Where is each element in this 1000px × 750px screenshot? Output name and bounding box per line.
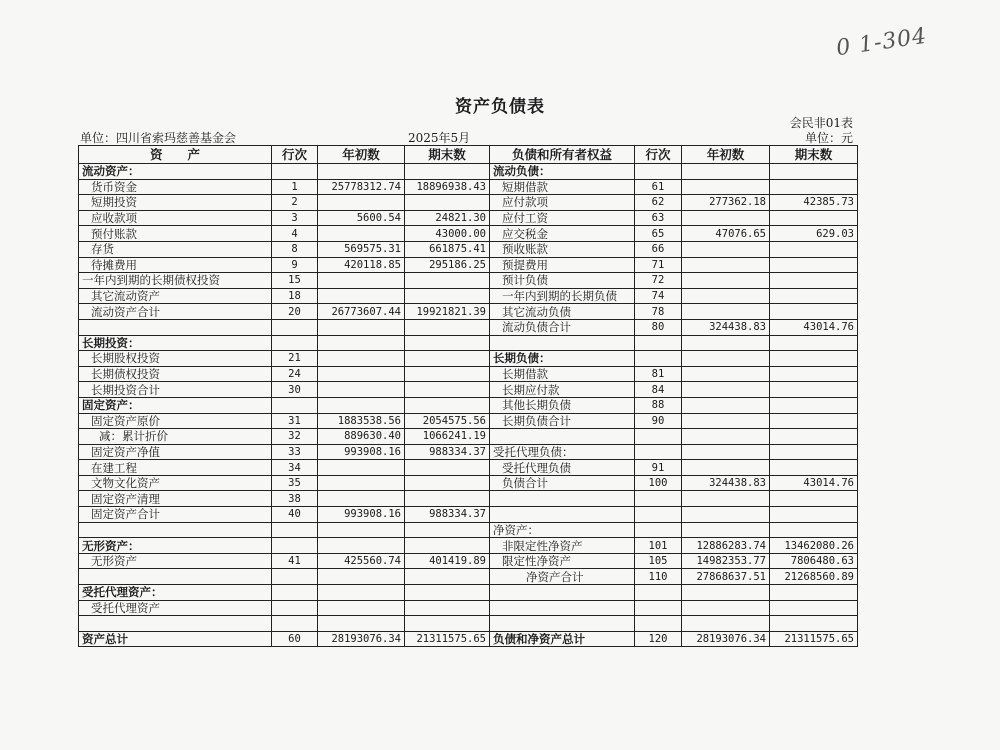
table-row	[79, 569, 858, 585]
asset-end-value	[405, 397, 490, 413]
asset-line-no	[272, 319, 318, 335]
asset-begin-value: 993908.16	[318, 507, 405, 523]
liability-name: 受托代理负债：	[490, 444, 635, 460]
asset-line-no: 8	[272, 241, 318, 257]
asset-end-value	[405, 522, 490, 538]
table-row	[79, 429, 858, 445]
asset-begin-value: 889630.40	[318, 429, 405, 445]
liability-begin-value	[682, 397, 770, 413]
liability-end-value	[770, 491, 858, 507]
liability-line-no	[635, 522, 682, 538]
asset-name: 长期债权投资	[79, 366, 272, 382]
table-row	[79, 195, 858, 211]
asset-end-value	[405, 288, 490, 304]
liability-end-value	[770, 460, 858, 476]
liability-end-value	[770, 164, 858, 180]
liability-begin-value	[682, 429, 770, 445]
liability-line-no: 74	[635, 288, 682, 304]
table-row	[79, 241, 858, 257]
liability-begin-value	[682, 522, 770, 538]
liability-end-value	[770, 210, 858, 226]
table-row	[79, 288, 858, 304]
table-row	[79, 444, 858, 460]
asset-line-no: 60	[272, 631, 318, 647]
asset-end-value: 988334.37	[405, 507, 490, 523]
liability-line-no	[635, 429, 682, 445]
liability-end-value: 629.03	[770, 226, 858, 242]
asset-line-no: 2	[272, 195, 318, 211]
asset-name: 无形资产	[79, 553, 272, 569]
liability-begin-value: 324438.83	[682, 319, 770, 335]
table-row	[79, 226, 858, 242]
liability-end-value	[770, 522, 858, 538]
table-row	[79, 475, 858, 491]
asset-name: 固定资产原价	[79, 413, 272, 429]
liability-name: 预计负债	[490, 273, 635, 289]
asset-begin-value	[318, 164, 405, 180]
liability-name: 应交税金	[490, 226, 635, 242]
liability-line-no	[635, 335, 682, 351]
asset-line-no	[272, 164, 318, 180]
header-begin-left: 年初数	[318, 146, 405, 164]
asset-begin-value	[318, 475, 405, 491]
currency-unit: 单位：元	[804, 131, 853, 145]
asset-begin-value	[318, 522, 405, 538]
asset-name: 短期投资	[79, 195, 272, 211]
liability-name: 流动负债：	[490, 164, 635, 180]
liability-end-value: 7806480.63	[770, 553, 858, 569]
asset-begin-value	[318, 569, 405, 585]
asset-end-value	[405, 475, 490, 491]
asset-begin-value: 425560.74	[318, 553, 405, 569]
liability-line-no	[635, 585, 682, 601]
asset-line-no: 15	[272, 273, 318, 289]
liability-end-value	[770, 257, 858, 273]
liability-line-no: 88	[635, 397, 682, 413]
header-assets: 资 产	[79, 146, 272, 164]
liability-end-value	[770, 241, 858, 257]
form-code: 会民非01表	[789, 116, 853, 130]
asset-begin-value	[318, 491, 405, 507]
liability-name	[490, 507, 635, 523]
table-row	[79, 397, 858, 413]
table-row	[79, 413, 858, 429]
liability-begin-value: 324438.83	[682, 475, 770, 491]
asset-name: 预付账款	[79, 226, 272, 242]
table-row	[79, 351, 858, 367]
asset-begin-value: 25778312.74	[318, 179, 405, 195]
asset-name	[79, 569, 272, 585]
liability-begin-value: 47076.65	[682, 226, 770, 242]
table-row	[79, 319, 858, 335]
liability-end-value	[770, 366, 858, 382]
asset-begin-value: 1883538.56	[318, 413, 405, 429]
header-liabilities: 负债和所有者权益	[490, 146, 635, 164]
asset-end-value	[405, 351, 490, 367]
header-end-left: 期末数	[405, 146, 490, 164]
asset-begin-value	[318, 226, 405, 242]
liability-name: 长期应付款	[490, 382, 635, 398]
liability-begin-value	[682, 164, 770, 180]
liability-end-value	[770, 429, 858, 445]
asset-end-value: 24821.30	[405, 210, 490, 226]
liability-begin-value	[682, 273, 770, 289]
table-row	[79, 273, 858, 289]
asset-line-no	[272, 569, 318, 585]
liability-name: 其它流动负债	[490, 304, 635, 320]
liability-begin-value	[682, 366, 770, 382]
liability-line-no	[635, 600, 682, 616]
asset-line-no: 40	[272, 507, 318, 523]
liability-begin-value	[682, 241, 770, 257]
liability-name	[490, 585, 635, 601]
asset-begin-value	[318, 288, 405, 304]
asset-end-value: 19921821.39	[405, 304, 490, 320]
liability-begin-value: 28193076.34	[682, 631, 770, 647]
asset-name: 资产总计	[79, 631, 272, 647]
liability-end-value	[770, 179, 858, 195]
liability-end-value	[770, 335, 858, 351]
liability-line-no	[635, 507, 682, 523]
asset-name	[79, 616, 272, 632]
liability-line-no: 61	[635, 179, 682, 195]
asset-name: 长期投资：	[79, 335, 272, 351]
liability-name: 应付工资	[490, 210, 635, 226]
liability-end-value	[770, 507, 858, 523]
asset-end-value	[405, 616, 490, 632]
asset-name: 无形资产：	[79, 538, 272, 554]
table-row	[79, 460, 858, 476]
liability-line-no: 81	[635, 366, 682, 382]
asset-end-value	[405, 195, 490, 211]
header-end-right: 期末数	[770, 146, 858, 164]
asset-name: 存货	[79, 241, 272, 257]
liability-name: 非限定性净资产	[490, 538, 635, 554]
liability-line-no	[635, 444, 682, 460]
asset-begin-value	[318, 600, 405, 616]
liability-line-no: 100	[635, 475, 682, 491]
asset-end-value	[405, 585, 490, 601]
liability-begin-value: 14982353.77	[682, 553, 770, 569]
asset-end-value: 401419.89	[405, 553, 490, 569]
asset-end-value: 661875.41	[405, 241, 490, 257]
organization-unit: 单位：四川省索玛慈善基金会	[80, 131, 237, 145]
table-row	[79, 366, 858, 382]
liability-begin-value	[682, 491, 770, 507]
table-row	[79, 257, 858, 273]
asset-name: 待摊费用	[79, 257, 272, 273]
liability-name: 预提费用	[490, 257, 635, 273]
liability-end-value	[770, 413, 858, 429]
asset-line-no: 35	[272, 475, 318, 491]
liability-line-no: 101	[635, 538, 682, 554]
asset-begin-value	[318, 319, 405, 335]
asset-line-no	[272, 522, 318, 538]
asset-line-no: 30	[272, 382, 318, 398]
liability-name: 负债和净资产总计	[490, 631, 635, 647]
asset-line-no	[272, 538, 318, 554]
asset-begin-value: 26773607.44	[318, 304, 405, 320]
header-line-no-left: 行次	[272, 146, 318, 164]
asset-line-no	[272, 600, 318, 616]
liability-begin-value: 277362.18	[682, 195, 770, 211]
liability-name: 预收账款	[490, 241, 635, 257]
asset-line-no: 3	[272, 210, 318, 226]
liability-line-no: 110	[635, 569, 682, 585]
liability-end-value	[770, 397, 858, 413]
liability-line-no: 105	[635, 553, 682, 569]
liability-end-value	[770, 288, 858, 304]
liability-line-no: 71	[635, 257, 682, 273]
asset-line-no: 41	[272, 553, 318, 569]
asset-end-value: 1066241.19	[405, 429, 490, 445]
liability-name: 短期借款	[490, 179, 635, 195]
liability-name	[490, 491, 635, 507]
asset-begin-value	[318, 351, 405, 367]
asset-line-no: 21	[272, 351, 318, 367]
table-row	[79, 210, 858, 226]
table-row	[79, 507, 858, 523]
liability-name	[490, 429, 635, 445]
liability-line-no: 63	[635, 210, 682, 226]
asset-name: 固定资产：	[79, 397, 272, 413]
liability-name: 其他长期负债	[490, 397, 635, 413]
liability-begin-value: 12886283.74	[682, 538, 770, 554]
liability-name	[490, 616, 635, 632]
asset-line-no: 18	[272, 288, 318, 304]
asset-name: 其它流动资产	[79, 288, 272, 304]
handwritten-note: 0 1-304	[834, 23, 929, 62]
liability-end-value: 43014.76	[770, 475, 858, 491]
liability-begin-value	[682, 616, 770, 632]
liability-name: 长期负债合计	[490, 413, 635, 429]
asset-end-value	[405, 366, 490, 382]
liability-line-no: 72	[635, 273, 682, 289]
liability-end-value: 42385.73	[770, 195, 858, 211]
liability-line-no: 120	[635, 631, 682, 647]
liability-line-no: 91	[635, 460, 682, 476]
table-body	[79, 164, 858, 647]
liability-name: 负债合计	[490, 475, 635, 491]
liability-line-no: 84	[635, 382, 682, 398]
asset-end-value: 18896938.43	[405, 179, 490, 195]
asset-end-value	[405, 538, 490, 554]
asset-line-no: 33	[272, 444, 318, 460]
liability-begin-value	[682, 257, 770, 273]
liability-line-no	[635, 164, 682, 180]
liability-begin-value	[682, 585, 770, 601]
asset-begin-value	[318, 273, 405, 289]
liability-end-value	[770, 304, 858, 320]
liability-line-no: 80	[635, 319, 682, 335]
liability-line-no: 62	[635, 195, 682, 211]
liability-name: 限定性净资产	[490, 553, 635, 569]
liability-begin-value	[682, 351, 770, 367]
table-row	[79, 553, 858, 569]
asset-name: 流动资产：	[79, 164, 272, 180]
liability-begin-value	[682, 413, 770, 429]
liability-end-value	[770, 382, 858, 398]
table-row	[79, 179, 858, 195]
asset-end-value: 2054575.56	[405, 413, 490, 429]
asset-end-value	[405, 460, 490, 476]
table-row	[79, 585, 858, 601]
balance-sheet-table	[78, 145, 858, 647]
liability-name: 长期借款	[490, 366, 635, 382]
asset-name: 受托代理资产	[79, 600, 272, 616]
table-row	[79, 522, 858, 538]
liability-begin-value	[682, 179, 770, 195]
asset-name: 长期股权投资	[79, 351, 272, 367]
asset-line-no: 1	[272, 179, 318, 195]
table-row	[79, 538, 858, 554]
liability-end-value: 21268560.89	[770, 569, 858, 585]
liability-begin-value	[682, 210, 770, 226]
table-row	[79, 164, 858, 180]
asset-end-value: 21311575.65	[405, 631, 490, 647]
liability-line-no	[635, 491, 682, 507]
table-row	[79, 304, 858, 320]
liability-end-value	[770, 600, 858, 616]
asset-end-value	[405, 600, 490, 616]
liability-begin-value	[682, 288, 770, 304]
asset-name: 受托代理资产：	[79, 585, 272, 601]
asset-begin-value: 28193076.34	[318, 631, 405, 647]
asset-line-no	[272, 616, 318, 632]
liability-begin-value	[682, 460, 770, 476]
asset-name: 文物文化资产	[79, 475, 272, 491]
asset-name: 应收款项	[79, 210, 272, 226]
liability-begin-value	[682, 507, 770, 523]
liability-end-value	[770, 273, 858, 289]
asset-name: 货币资金	[79, 179, 272, 195]
asset-begin-value	[318, 366, 405, 382]
asset-name: 长期投资合计	[79, 382, 272, 398]
liability-name: 应付款项	[490, 195, 635, 211]
liability-line-no: 66	[635, 241, 682, 257]
liability-name: 净资产：	[490, 522, 635, 538]
liability-begin-value: 27868637.51	[682, 569, 770, 585]
asset-line-no: 32	[272, 429, 318, 445]
asset-begin-value: 5600.54	[318, 210, 405, 226]
liability-name	[490, 600, 635, 616]
table-row	[79, 491, 858, 507]
asset-begin-value	[318, 397, 405, 413]
asset-begin-value	[318, 382, 405, 398]
header-line-no-right: 行次	[635, 146, 682, 164]
asset-end-value	[405, 335, 490, 351]
asset-name: 减：累计折价	[79, 429, 272, 445]
asset-name: 在建工程	[79, 460, 272, 476]
liability-begin-value	[682, 382, 770, 398]
asset-end-value	[405, 491, 490, 507]
liability-end-value: 21311575.65	[770, 631, 858, 647]
asset-end-value: 43000.00	[405, 226, 490, 242]
liability-name: 一年内到期的长期负债	[490, 288, 635, 304]
asset-begin-value	[318, 585, 405, 601]
asset-name: 固定资产净值	[79, 444, 272, 460]
asset-begin-value	[318, 460, 405, 476]
table-row	[79, 600, 858, 616]
header-begin-right: 年初数	[682, 146, 770, 164]
asset-line-no: 38	[272, 491, 318, 507]
liability-line-no: 65	[635, 226, 682, 242]
table-header-row	[79, 146, 858, 164]
liability-name: 流动负债合计	[490, 319, 635, 335]
asset-begin-value	[318, 335, 405, 351]
asset-line-no	[272, 585, 318, 601]
liability-begin-value	[682, 335, 770, 351]
asset-line-no: 4	[272, 226, 318, 242]
asset-end-value: 295186.25	[405, 257, 490, 273]
asset-name: 一年内到期的长期债权投资	[79, 273, 272, 289]
asset-line-no: 31	[272, 413, 318, 429]
asset-begin-value: 993908.16	[318, 444, 405, 460]
liability-line-no	[635, 351, 682, 367]
asset-end-value	[405, 273, 490, 289]
liability-end-value	[770, 444, 858, 460]
liability-begin-value	[682, 444, 770, 460]
asset-line-no	[272, 397, 318, 413]
asset-begin-value: 420118.85	[318, 257, 405, 273]
asset-begin-value	[318, 195, 405, 211]
asset-line-no: 9	[272, 257, 318, 273]
liability-line-no: 90	[635, 413, 682, 429]
liability-name	[490, 335, 635, 351]
liability-end-value	[770, 616, 858, 632]
asset-begin-value	[318, 538, 405, 554]
report-period: 2025年5月	[408, 131, 471, 145]
liability-name: 受托代理负债	[490, 460, 635, 476]
liability-begin-value	[682, 304, 770, 320]
liability-end-value: 43014.76	[770, 319, 858, 335]
liability-end-value	[770, 351, 858, 367]
asset-end-value	[405, 569, 490, 585]
liability-line-no	[635, 616, 682, 632]
asset-name: 固定资产合计	[79, 507, 272, 523]
liability-begin-value	[682, 600, 770, 616]
asset-begin-value	[318, 616, 405, 632]
table-row	[79, 335, 858, 351]
liability-name: 长期负债：	[490, 351, 635, 367]
liability-end-value: 13462080.26	[770, 538, 858, 554]
table-row	[79, 631, 858, 647]
asset-end-value	[405, 319, 490, 335]
asset-line-no	[272, 335, 318, 351]
asset-begin-value: 569575.31	[318, 241, 405, 257]
liability-end-value	[770, 585, 858, 601]
asset-line-no: 24	[272, 366, 318, 382]
liability-name: 净资产合计	[490, 569, 635, 585]
liability-line-no: 78	[635, 304, 682, 320]
asset-end-value	[405, 382, 490, 398]
asset-name	[79, 522, 272, 538]
asset-line-no: 20	[272, 304, 318, 320]
asset-line-no: 34	[272, 460, 318, 476]
asset-name: 流动资产合计	[79, 304, 272, 320]
table-row	[79, 382, 858, 398]
asset-end-value: 988334.37	[405, 444, 490, 460]
page-title: 资产负债表	[455, 97, 545, 117]
table-row	[79, 616, 858, 632]
asset-name: 固定资产清理	[79, 491, 272, 507]
asset-name	[79, 319, 272, 335]
asset-end-value	[405, 164, 490, 180]
